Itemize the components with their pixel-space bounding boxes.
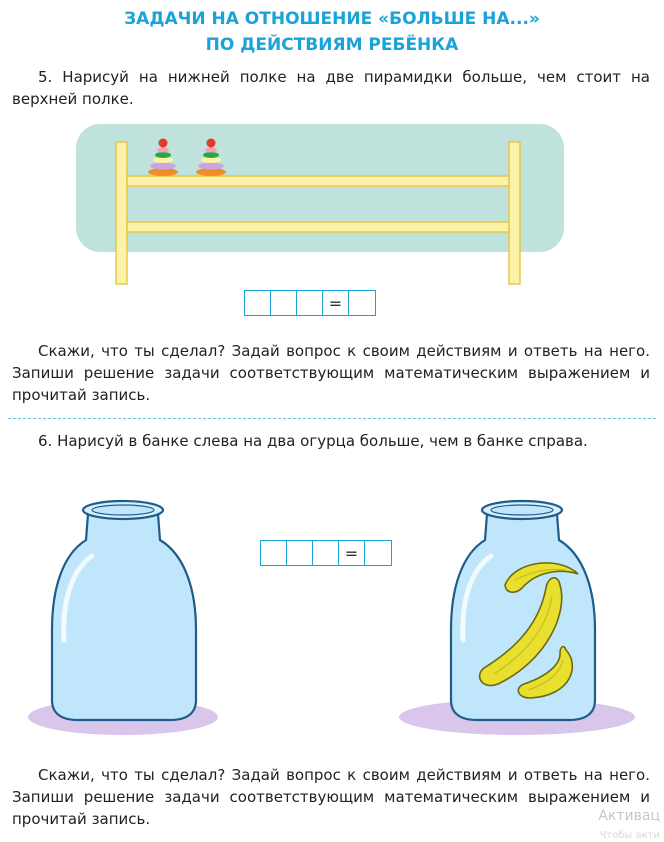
equation-cell[interactable]	[365, 541, 391, 565]
equation-cell[interactable]	[245, 291, 271, 315]
equation-cell[interactable]	[313, 541, 339, 565]
task5-text: 5. Нарисуй на нижней полке на две пирамидки больше, чем стоит на верхней полке.	[12, 68, 650, 108]
section-divider	[8, 418, 656, 419]
right-jar	[399, 501, 635, 735]
equation-cell[interactable]	[287, 541, 313, 565]
page-title-line1: ЗАДАЧИ НА ОТНОШЕНИЕ «БОЛЬШЕ НА...»	[124, 9, 540, 29]
watermark-line2: Чтобы акти	[599, 830, 660, 841]
equals-sign: =	[339, 541, 365, 565]
task6-text: 6. Нарисуй в банке слева на два огурца больше, чем в банке справа.	[38, 432, 588, 450]
shelf-background	[76, 124, 564, 252]
equation-cell[interactable]	[271, 291, 297, 315]
equation-cell[interactable]	[261, 541, 287, 565]
task6-equation-box	[260, 540, 392, 566]
page-title-line2: ПО ДЕЙСТВИЯМ РЕБЁНКА	[205, 35, 459, 55]
equation-cell[interactable]	[297, 291, 323, 315]
equation-cell[interactable]	[349, 291, 375, 315]
equals-sign: =	[323, 291, 349, 315]
watermark-line1: Активац	[598, 808, 660, 824]
task6-followup: Скажи, что ты сделал? Задай вопрос к своим действиям и ответь на него. Запиши решение задачи соответствующим математическим выражением и прочитай запись.	[12, 766, 650, 828]
left-jar	[28, 501, 218, 735]
task5-followup: Скажи, что ты сделал? Задай вопрос к своим действиям и ответь на него. Запиши решение задачи соответствующим математическим выражением и прочитай запись.	[12, 342, 650, 404]
task5-equation-box	[244, 290, 376, 316]
